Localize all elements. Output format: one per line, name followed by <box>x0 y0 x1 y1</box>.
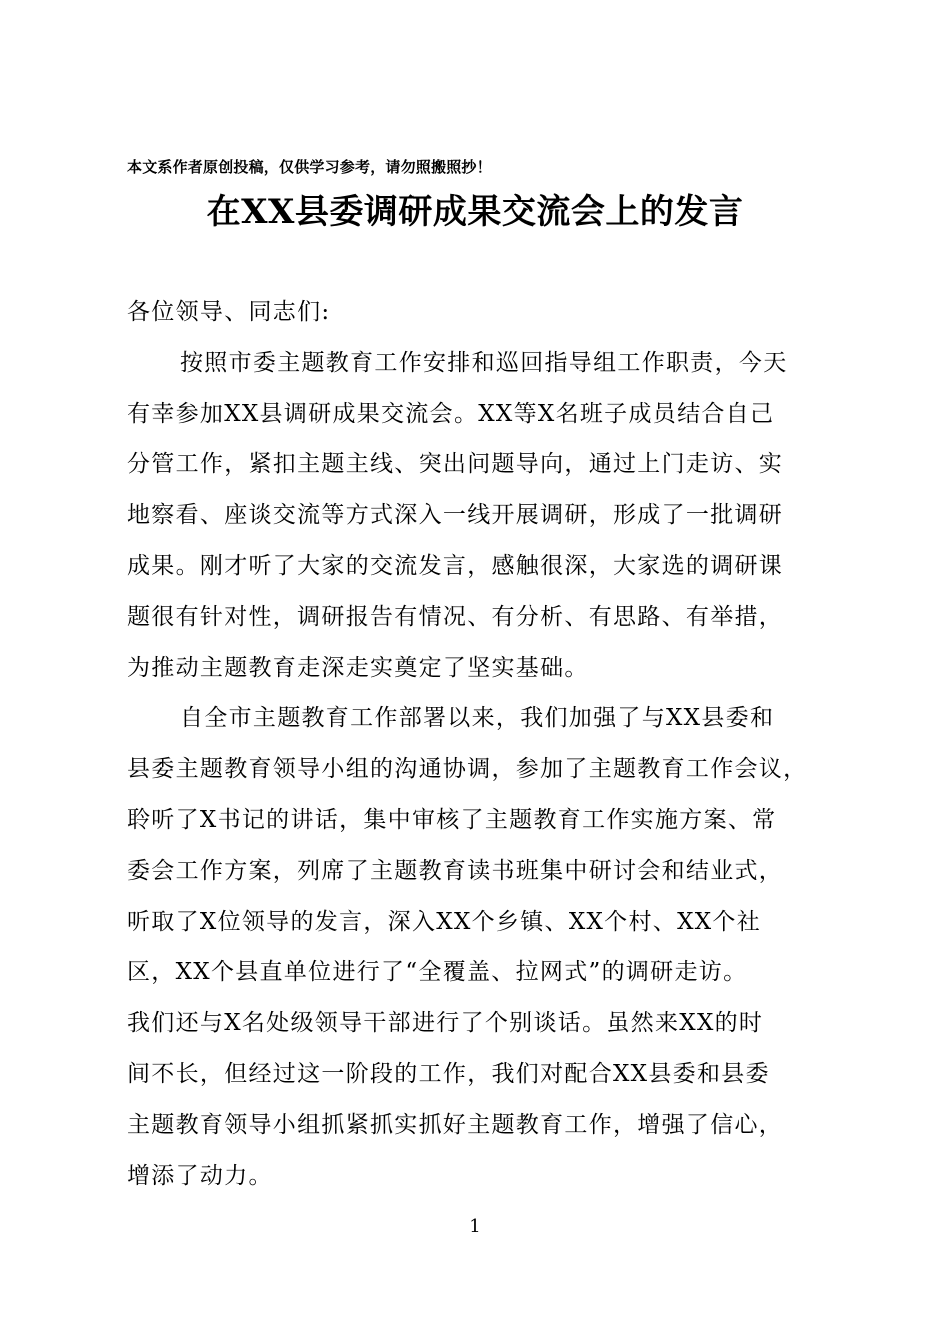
paragraph-line: 地察看、座谈交流等方式深入一线开展调研，形成了一批调研 <box>127 502 784 529</box>
copyright-notice: 本文系作者原创投稿，仅供学习参考，请勿照搬照抄！ <box>127 158 492 176</box>
salutation: 各位领导、同志们: <box>127 299 331 325</box>
paragraph-line: 成果。刚才听了大家的交流发言，感触很深，大家选的调研课 <box>127 552 784 579</box>
document-title: 在XX县委调研成果交流会上的发言 <box>206 192 744 232</box>
paragraph-line: 为推动主题教育走深走实奠定了坚实基础。 <box>127 654 589 681</box>
paragraph-line: 题很有针对性，调研报告有情况、有分析、有思路、有举措， <box>127 603 784 630</box>
paragraph-line: 区，XX个县直单位进行了“全覆盖、拉网式”的调研走访。 <box>127 959 748 986</box>
paragraph-line: 有幸参加XX县调研成果交流会。XX等X名班子成员结合自己 <box>127 400 775 427</box>
paragraph-line: 间不长，但经过这一阶段的工作，我们对配合XX县委和县委 <box>127 1060 770 1087</box>
paragraph-line: 聆听了X书记的讲话，集中审核了主题教育工作实施方案、常 <box>127 806 777 833</box>
paragraph-line: 县委主题教育领导小组的沟通协调，参加了主题教育工作会议， <box>127 756 808 783</box>
paragraph-line: 委会工作方案，列席了主题教育读书班集中研讨会和结业式， <box>127 857 784 884</box>
document-body <box>127 287 847 1201</box>
paragraph-line: 增添了动力。 <box>127 1162 273 1189</box>
paragraph-line: 按照市委主题教育工作安排和巡回指导组工作职责，今天 <box>180 349 788 376</box>
paragraph-1 <box>127 338 847 694</box>
paragraph-line: 分管工作，紧扣主题主线、突出问题导向，通过上门走访、实 <box>127 451 784 478</box>
paragraph-line: 主题教育领导小组抓紧抓实抓好主题教育工作，增强了信心， <box>127 1111 784 1138</box>
paragraph-line: 自全市主题教育工作部署以来，我们加强了与XX县委和 <box>180 705 775 732</box>
page-number: 1 <box>469 1216 481 1237</box>
paragraph-line: 我们还与X名处级领导干部进行了个别谈话。虽然来XX的时 <box>127 1010 764 1037</box>
paragraph-line: 听取了X位领导的发言，深入XX个乡镇、XX个村、XX个社 <box>127 908 762 935</box>
paragraph-2 <box>127 693 847 1201</box>
